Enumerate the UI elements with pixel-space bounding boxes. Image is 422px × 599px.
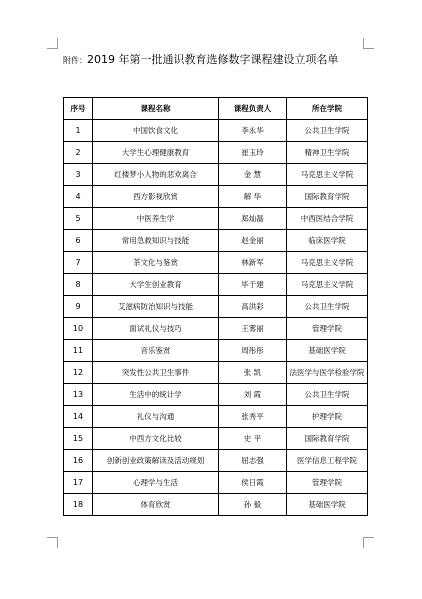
table-row xyxy=(64,318,368,340)
cell-college: 医学信息工程学院 xyxy=(287,450,368,472)
cell-index: 5 xyxy=(64,208,93,230)
cell-index: 8 xyxy=(64,274,93,296)
cell-college: 公共卫生学院 xyxy=(287,296,368,318)
table-row xyxy=(64,274,368,296)
cell-college: 基础医学院 xyxy=(287,340,368,362)
cell-college: 护理学院 xyxy=(287,406,368,428)
table-row xyxy=(64,428,368,450)
cell-instructor: 张 凯 xyxy=(219,362,287,384)
cell-course-name: 面试礼仪与技巧 xyxy=(93,318,219,340)
header-instructor: 课程负责人 xyxy=(219,98,287,120)
cell-course-name: 茶文化与鉴赏 xyxy=(93,252,219,274)
header-index: 序号 xyxy=(64,98,93,120)
header-course-name: 课程名称 xyxy=(93,98,219,120)
cell-instructor: 屈志强 xyxy=(219,450,287,472)
cell-course-name: 常用急救知识与技能 xyxy=(93,230,219,252)
cell-index: 16 xyxy=(64,450,93,472)
crop-mark-top-left xyxy=(47,38,58,49)
cell-index: 9 xyxy=(64,296,93,318)
cell-index: 14 xyxy=(64,406,93,428)
cell-course-name: 中国饮食文化 xyxy=(93,120,219,142)
cell-course-name: 创新创业政策解读及活动规划 xyxy=(93,450,219,472)
cell-college: 国际教育学院 xyxy=(287,428,368,450)
cell-course-name: 西方影视欣赏 xyxy=(93,186,219,208)
cell-instructor: 林新军 xyxy=(219,252,287,274)
cell-index: 7 xyxy=(64,252,93,274)
cell-course-name: 突发性公共卫生事件 xyxy=(93,362,219,384)
cell-course-name: 大学生创业教育 xyxy=(93,274,219,296)
table-row xyxy=(64,494,368,516)
crop-mark-bottom-left xyxy=(47,537,58,548)
table-row xyxy=(64,186,368,208)
cell-college: 管理学院 xyxy=(287,318,368,340)
cell-instructor: 刘 霞 xyxy=(219,384,287,406)
cell-college: 临床医学院 xyxy=(287,230,368,252)
cell-instructor: 王雾丽 xyxy=(219,318,287,340)
cell-index: 1 xyxy=(64,120,93,142)
cell-instructor: 侯日霞 xyxy=(219,472,287,494)
table-row xyxy=(64,230,368,252)
cell-college: 基础医学院 xyxy=(287,494,368,516)
table-row xyxy=(64,142,368,164)
table-row xyxy=(64,208,368,230)
table-row xyxy=(64,362,368,384)
table-row xyxy=(64,384,368,406)
cell-course-name: 大学生心理健康教育 xyxy=(93,142,219,164)
table-row xyxy=(64,450,368,472)
cell-instructor: 解 华 xyxy=(219,186,287,208)
cell-course-name: 红楼梦小人物的悲欢离合 xyxy=(93,164,219,186)
table-row xyxy=(64,406,368,428)
cell-index: 13 xyxy=(64,384,93,406)
cell-college: 马克思主义学院 xyxy=(287,252,368,274)
cell-college: 精神卫生学院 xyxy=(287,142,368,164)
cell-instructor: 高洪彩 xyxy=(219,296,287,318)
cell-course-name: 中医养生学 xyxy=(93,208,219,230)
table-row xyxy=(64,340,368,362)
table-row xyxy=(64,164,368,186)
cell-instructor: 孙 毅 xyxy=(219,494,287,516)
cell-instructor: 毕于建 xyxy=(219,274,287,296)
header-college: 所在学院 xyxy=(287,98,368,120)
cell-course-name: 中西方文化比较 xyxy=(93,428,219,450)
table-row xyxy=(64,252,368,274)
cell-course-name: 体育欣赏 xyxy=(93,494,219,516)
cell-instructor: 赵金丽 xyxy=(219,230,287,252)
cell-college: 法医学与医学检验学院 xyxy=(287,362,368,384)
cell-instructor: 周彤彤 xyxy=(219,340,287,362)
table-row xyxy=(64,296,368,318)
cell-index: 3 xyxy=(64,164,93,186)
crop-mark-top-right xyxy=(363,38,374,49)
cell-college: 国际教育学院 xyxy=(287,186,368,208)
cell-college: 马克思主义学院 xyxy=(287,164,368,186)
cell-course-name: 生活中的统计学 xyxy=(93,384,219,406)
document-title xyxy=(63,53,339,68)
table-header-row xyxy=(64,98,368,120)
cell-college: 公共卫生学院 xyxy=(287,120,368,142)
crop-mark-bottom-right xyxy=(363,537,374,548)
table-body xyxy=(64,120,368,516)
cell-index: 2 xyxy=(64,142,93,164)
cell-instructor: 李永华 xyxy=(219,120,287,142)
cell-course-name: 礼仪与沟通 xyxy=(93,406,219,428)
title-prefix: 附件： xyxy=(63,56,87,65)
course-table xyxy=(63,97,368,516)
cell-course-name: 音乐鉴赏 xyxy=(93,340,219,362)
cell-index: 18 xyxy=(64,494,93,516)
cell-index: 17 xyxy=(64,472,93,494)
table-row xyxy=(64,120,368,142)
cell-instructor: 崔玉玲 xyxy=(219,142,287,164)
table-row xyxy=(64,472,368,494)
cell-instructor: 史 平 xyxy=(219,428,287,450)
cell-instructor: 金 慧 xyxy=(219,164,287,186)
cell-course-name: 艾滋病防治知识与技能 xyxy=(93,296,219,318)
title-text: 2019 年第一批通识教育选修数字课程建设立项名单 xyxy=(87,53,339,66)
cell-college: 公共卫生学院 xyxy=(287,384,368,406)
cell-index: 11 xyxy=(64,340,93,362)
cell-instructor: 张秀平 xyxy=(219,406,287,428)
cell-college: 管理学院 xyxy=(287,472,368,494)
cell-college: 马克思主义学院 xyxy=(287,274,368,296)
cell-instructor: 郑灿磊 xyxy=(219,208,287,230)
cell-course-name: 心理学与生活 xyxy=(93,472,219,494)
cell-index: 10 xyxy=(64,318,93,340)
cell-index: 12 xyxy=(64,362,93,384)
cell-index: 15 xyxy=(64,428,93,450)
cell-college: 中西医结合学院 xyxy=(287,208,368,230)
cell-index: 6 xyxy=(64,230,93,252)
cell-index: 4 xyxy=(64,186,93,208)
